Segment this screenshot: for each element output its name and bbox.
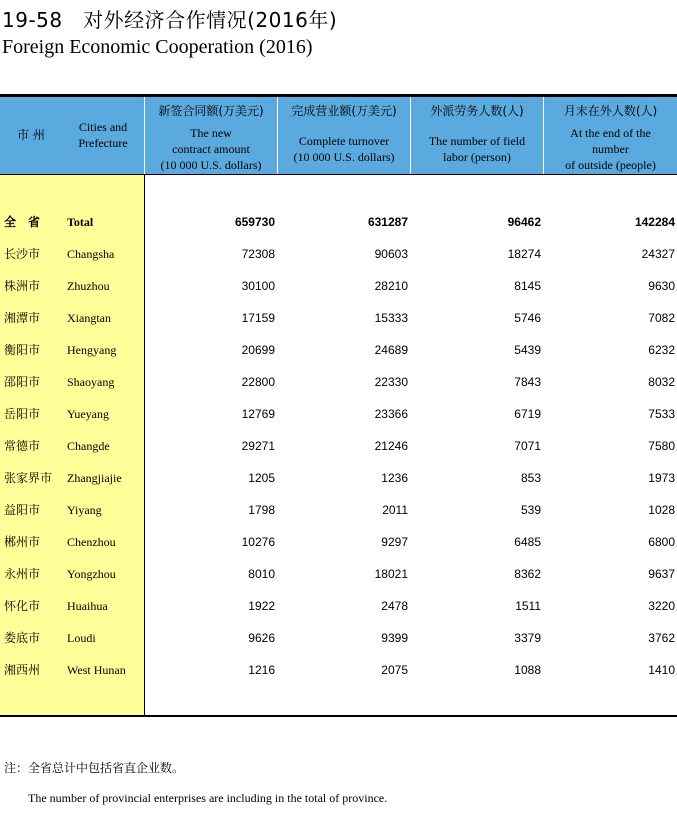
header-col-outside (544, 97, 677, 174)
turnover-value: 2011 (382, 503, 408, 517)
new-contract-value: 9626 (248, 631, 275, 645)
turnover-value: 21246 (374, 439, 408, 453)
region-name-cn: 岳阳市 (4, 407, 41, 421)
region-name-cn: 怀化市 (4, 599, 41, 613)
region-name-en: West Hunan (67, 663, 126, 677)
new-contract-value: 8010 (248, 567, 275, 581)
region-name-en: Chenzhou (67, 535, 116, 549)
outside-people-value: 1028 (648, 503, 675, 517)
header-region-cn-cell (0, 97, 62, 174)
outside-people-value: 7533 (648, 407, 675, 421)
outside-people-value: 3220 (648, 599, 675, 613)
header-col2-cn: 完成营业额(万美元) (291, 104, 397, 118)
new-contract-value: 29271 (241, 439, 275, 453)
header-col1-cn: 新签合同额(万美元) (158, 104, 264, 118)
outside-people-value: 7580 (648, 439, 675, 453)
page-title-en: Foreign Economic Cooperation (2016) (2, 36, 313, 58)
header-region-en-cell (62, 97, 144, 174)
new-contract-value: 22800 (241, 375, 275, 389)
header-col-field-labor (411, 97, 543, 174)
region-name-en: Loudi (67, 631, 96, 645)
header-region-en-2: Prefecture (78, 136, 128, 150)
table-row (0, 436, 677, 456)
header-col-new-contract (145, 97, 277, 174)
region-name-cn: 湘潭市 (4, 311, 41, 325)
table-row (0, 340, 677, 360)
field-labor-value: 96462 (507, 215, 541, 229)
table-row (0, 564, 677, 584)
field-labor-value: 1088 (514, 663, 541, 677)
region-name-cn: 全 省 (4, 215, 41, 229)
field-labor-value: 8362 (514, 567, 541, 581)
turnover-value: 9399 (381, 631, 408, 645)
table-row-total (0, 212, 677, 232)
table-row (0, 244, 677, 264)
region-name-en: Zhangjiajie (67, 471, 122, 485)
header-col1-en-3: (10 000 U.S. dollars) (160, 158, 262, 172)
field-labor-value: 8145 (514, 279, 541, 293)
header-col4-en-1: At the end of the (570, 126, 651, 140)
field-labor-value: 6485 (514, 535, 541, 549)
region-name-en: Changde (67, 439, 110, 453)
outside-people-value: 6800 (648, 535, 675, 549)
footnote-en: The number of provincial enterprises are including in the total of province. (28, 791, 388, 805)
turnover-value: 23366 (374, 407, 408, 421)
table-row (0, 596, 677, 616)
outside-people-value: 142284 (634, 215, 675, 229)
field-labor-value: 7071 (514, 439, 541, 453)
header-col-turnover (278, 97, 410, 174)
turnover-value: 90603 (374, 247, 408, 261)
region-name-cn: 娄底市 (4, 631, 41, 645)
new-contract-value: 1205 (248, 471, 275, 485)
header-region-en-1: Cities and (78, 120, 128, 134)
field-labor-value: 853 (520, 471, 541, 485)
turnover-value: 2075 (381, 663, 408, 677)
field-labor-value: 6719 (514, 407, 541, 421)
new-contract-value: 1922 (248, 599, 275, 613)
region-name-en: Hengyang (67, 343, 117, 357)
turnover-value: 22330 (374, 375, 408, 389)
region-name-cn: 长沙市 (4, 247, 41, 261)
header-col2-en-1: Complete turnover (298, 134, 390, 148)
outside-people-value: 1973 (648, 471, 675, 485)
turnover-value: 2478 (381, 599, 408, 613)
header-col3-en-1: The number of field (428, 134, 526, 148)
new-contract-value: 10276 (241, 535, 275, 549)
field-labor-value: 5746 (514, 311, 541, 325)
new-contract-value: 72308 (241, 247, 275, 261)
outside-people-value: 8032 (648, 375, 675, 389)
table-row (0, 532, 677, 552)
new-contract-value: 659730 (234, 215, 275, 229)
table-row (0, 404, 677, 424)
outside-people-value: 6232 (648, 343, 675, 357)
region-name-cn: 郴州市 (4, 535, 41, 549)
footnote-cn: 注：全省总计中包括省直企业数。 (4, 761, 185, 775)
region-name-en: Xiangtan (67, 311, 111, 325)
table-row (0, 628, 677, 648)
header-col2-en-2: (10 000 U.S. dollars) (293, 150, 395, 164)
outside-people-value: 9637 (648, 567, 675, 581)
region-name-en: Changsha (67, 247, 115, 261)
new-contract-value: 1216 (248, 663, 275, 677)
header-col4-en-3: of outside (people) (565, 158, 656, 172)
region-name-en: Zhuzhou (67, 279, 110, 293)
table-row (0, 500, 677, 520)
region-name-cn: 益阳市 (4, 503, 41, 517)
region-name-cn: 衡阳市 (4, 343, 41, 357)
region-name-en: Yiyang (67, 503, 102, 517)
turnover-value: 28210 (374, 279, 408, 293)
region-name-cn: 株洲市 (4, 279, 41, 293)
header-col4-en-2: number (592, 142, 629, 156)
field-labor-value: 5439 (514, 343, 541, 357)
table-row (0, 372, 677, 392)
region-name-en: Total (67, 215, 94, 229)
turnover-value: 1236 (381, 471, 408, 485)
turnover-value: 9297 (381, 535, 408, 549)
new-contract-value: 20699 (241, 343, 275, 357)
page-title-cn: 19-58 对外经济合作情况(2016年) (2, 8, 338, 32)
table-bottom-rule (0, 715, 677, 717)
header-region-cn: 市 州 (17, 128, 45, 142)
header-col1-en-1: The new (190, 126, 232, 140)
region-name-en: Yueyang (67, 407, 109, 421)
table-row (0, 468, 677, 488)
region-name-cn: 湘西州 (4, 663, 41, 677)
field-labor-value: 18274 (507, 247, 541, 261)
field-labor-value: 7843 (514, 375, 541, 389)
region-name-cn: 张家界市 (4, 471, 53, 485)
field-labor-value: 539 (520, 503, 541, 517)
table-row (0, 660, 677, 680)
region-name-en: Yongzhou (67, 567, 116, 581)
outside-people-value: 1410 (648, 663, 675, 677)
new-contract-value: 12769 (241, 407, 275, 421)
outside-people-value: 24327 (641, 247, 675, 261)
region-name-cn: 邵阳市 (4, 375, 41, 389)
header-col3-en-2: labor (person) (443, 150, 511, 164)
outside-people-value: 9630 (648, 279, 675, 293)
header-col1-en-2: contract amount (172, 142, 250, 156)
header-col4-cn: 月末在外人数(人) (563, 104, 658, 118)
outside-people-value: 7082 (648, 311, 675, 325)
table-row (0, 276, 677, 296)
data-table (0, 94, 677, 717)
field-labor-value: 3379 (514, 631, 541, 645)
region-name-en: Shaoyang (67, 375, 115, 389)
new-contract-value: 17159 (241, 311, 275, 325)
table-row (0, 308, 677, 328)
region-name-cn: 常德市 (4, 439, 41, 453)
header-col3-cn: 外派劳务人数(人) (430, 104, 524, 118)
turnover-value: 24689 (374, 343, 408, 357)
turnover-value: 18021 (374, 567, 408, 581)
turnover-value: 15333 (374, 311, 408, 325)
field-labor-value: 1511 (515, 599, 541, 613)
new-contract-value: 30100 (241, 279, 275, 293)
region-name-en: Huaihua (67, 599, 108, 613)
outside-people-value: 3762 (648, 631, 675, 645)
region-name-cn: 永州市 (4, 567, 41, 581)
new-contract-value: 1798 (248, 503, 275, 517)
turnover-value: 631287 (367, 215, 408, 229)
